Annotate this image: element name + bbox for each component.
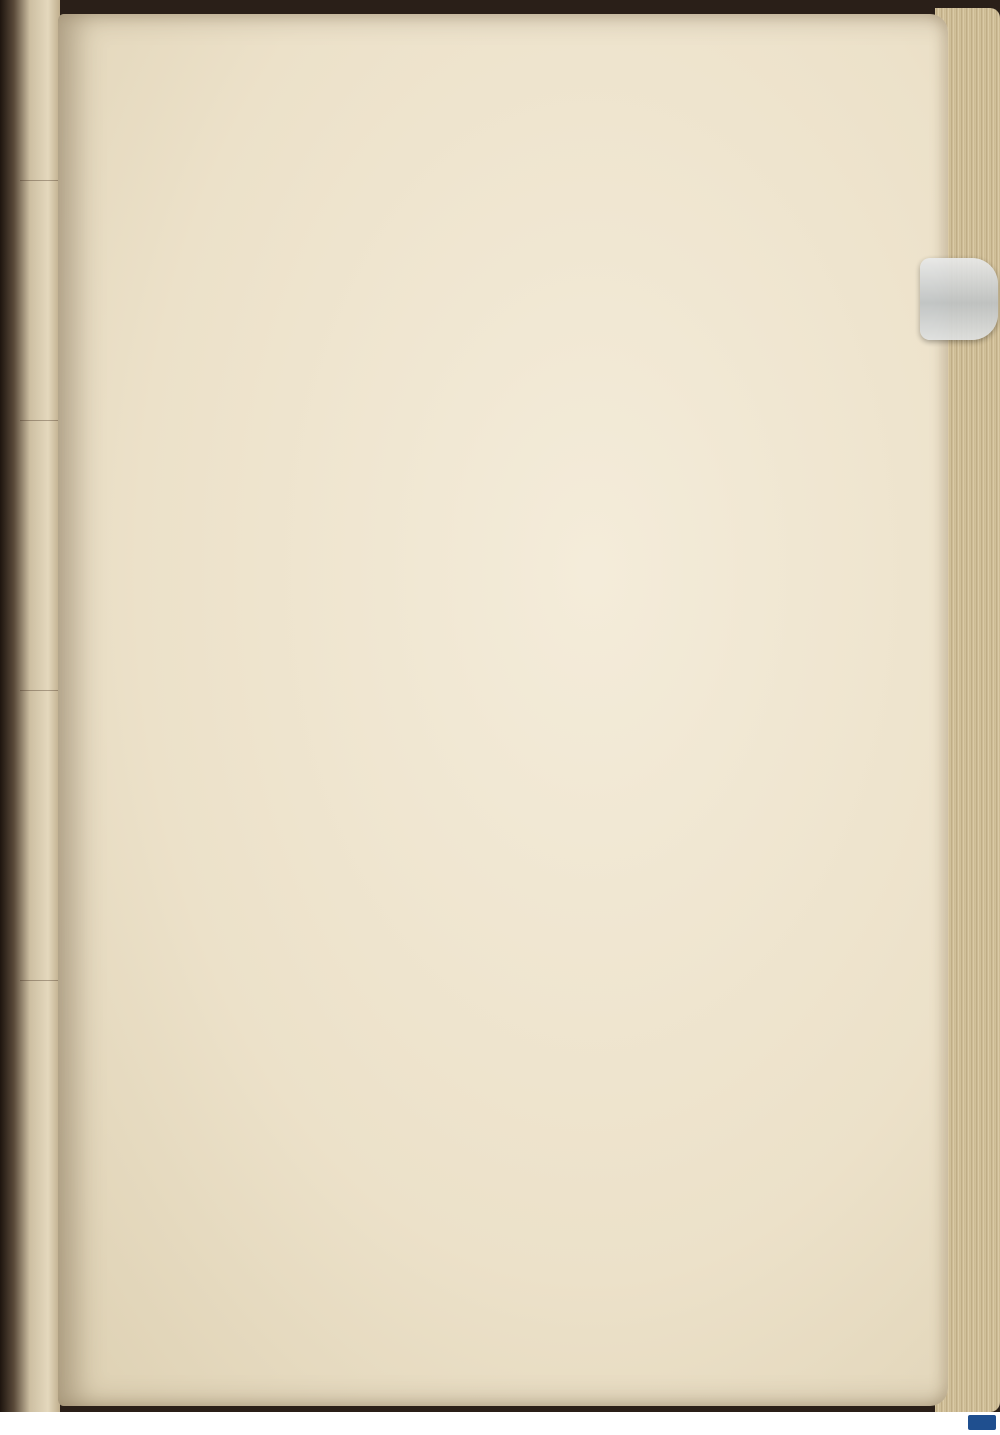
running-header	[150, 70, 860, 114]
initial-flourish	[440, 740, 474, 750]
edge-line	[20, 420, 60, 421]
edge-line	[20, 690, 60, 691]
book-clamp	[920, 258, 998, 340]
dfg-logo	[968, 1415, 996, 1430]
decorated-initial	[438, 712, 540, 810]
initial-p-ornament	[440, 716, 533, 806]
initial-stem	[458, 722, 478, 804]
footer-bar	[0, 1412, 1000, 1435]
initial-bowl	[448, 716, 533, 773]
edge-line	[20, 180, 60, 181]
left-page-edge	[0, 0, 60, 1412]
edge-line	[20, 980, 60, 981]
initial-tail	[508, 774, 524, 806]
book-page	[58, 14, 948, 1406]
